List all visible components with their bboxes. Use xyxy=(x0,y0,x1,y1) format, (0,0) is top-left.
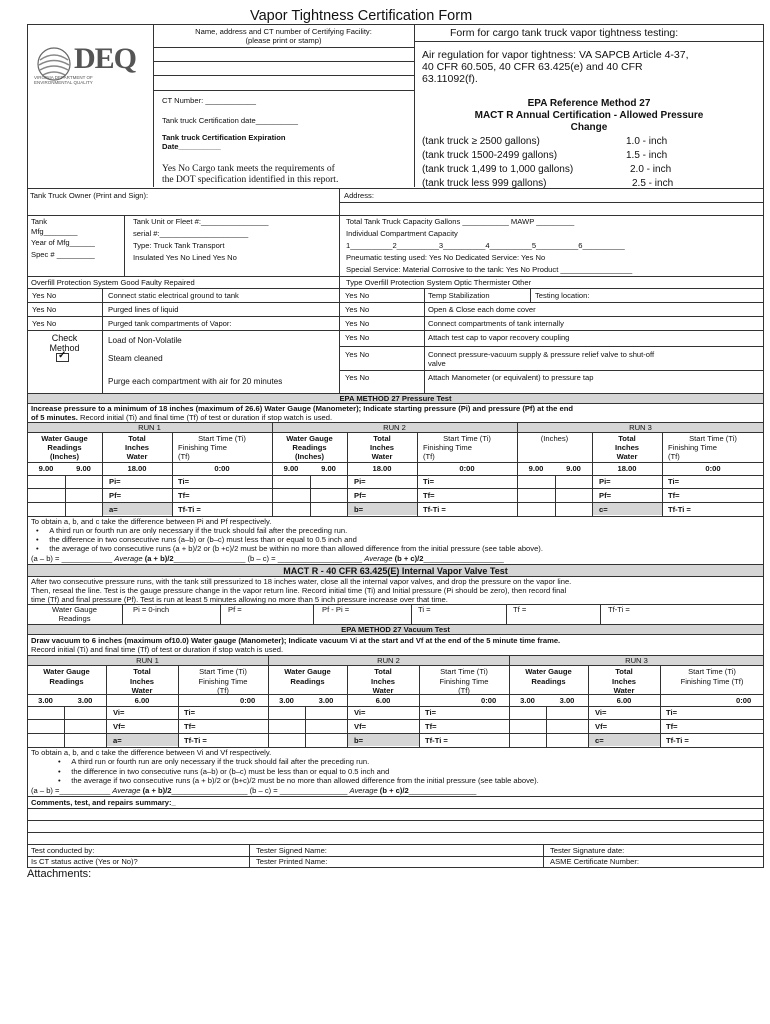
water-gauge-reading: 9.00 xyxy=(283,464,299,473)
method-load-nonvolatile[interactable]: Load of Non-Volatile xyxy=(108,336,182,345)
grid-line xyxy=(27,694,268,695)
col-start-time: Start Time (Ti) xyxy=(198,434,246,443)
tank-mfg-field[interactable]: Mfg________ xyxy=(31,227,78,236)
col-total: Total xyxy=(133,667,151,676)
valve-pf-minus-pi[interactable]: Pf - Pi = xyxy=(322,605,350,614)
col-water: Water xyxy=(131,686,153,695)
pi-field[interactable]: Pi= xyxy=(354,477,366,486)
tester-signed-name[interactable]: Tester Signed Name: xyxy=(256,846,327,855)
check-method-label-2: Method xyxy=(49,343,80,353)
start-time: 0:00 xyxy=(736,696,752,705)
col-inches: Inches xyxy=(614,443,640,452)
capacity-field[interactable]: Total Tank Truck Capacity Gallons ___________ MAWP _________ xyxy=(346,217,575,226)
water-gauge-reading: 3.00 xyxy=(77,696,93,705)
water-gauge-reading: 9.00 xyxy=(76,464,91,473)
col-finish-time: Finishing Time xyxy=(198,677,248,686)
water-gauge-reading: 9.00 xyxy=(566,464,581,473)
attach-manometer-check: Attach Manometer (or equivalent) to pressure tap xyxy=(428,373,594,382)
overfill-protection[interactable]: Overfill Protection System Good Faulty Repaired xyxy=(31,278,195,287)
valve-test-header: MACT R - 40 CFR 63.425(E) Internal Vapor Valve Test xyxy=(283,566,508,576)
pneumatic-field[interactable]: Pneumatic testing used: Yes No Dedicated Service: Yes No xyxy=(346,253,546,262)
epa-reference-heading: EPA Reference Method 27 xyxy=(527,98,651,109)
col-finish-time: Finishing Time (Tf) xyxy=(680,677,744,686)
col-finish-time: Finishing Time xyxy=(668,443,717,452)
dome-cover-check: Open & Close each dome cover xyxy=(428,305,536,314)
asme-certificate-number[interactable]: ASME Certificate Number: xyxy=(550,857,640,866)
regulation-line1: Air regulation for vapor tightness: VA SAPCB Article 4-37, xyxy=(422,49,689,61)
tester-printed-name[interactable]: Tester Printed Name: xyxy=(256,857,328,866)
tf-field[interactable]: Tf= xyxy=(184,722,196,731)
ti-field[interactable]: Ti= xyxy=(666,708,678,717)
attachments-label: Attachments: xyxy=(27,868,92,880)
pressure-average-line[interactable]: (a – b) = ____________ Average (a + b)/2_________________ (b – c) = ____________________ Average (b + c)/2___________________ xyxy=(31,554,504,563)
valve-instructions-2: Then, reseal the line. Test is the gauge pressure change in the vapor return line. Record initial time (Ti) and Initial pressure (Pi should be zero), then record final xyxy=(31,586,567,595)
grid-line xyxy=(27,475,272,476)
col-finish-time: Finishing Time xyxy=(439,677,489,686)
col-tf: (Tf) xyxy=(423,452,435,461)
valve-pi[interactable]: Pi = 0-inch xyxy=(133,605,170,614)
pressure-instructions: Increase pressure to a minimum of 18 inches (maximum of 26.6) Water Gauge (Manometer); Indicate starting pressure (Pi) and pressure (Pf) at the end xyxy=(31,404,573,413)
col-total: Total xyxy=(373,434,391,443)
mact-heading: MACT R Annual Certification - Allowed Pressure xyxy=(474,110,704,121)
col-water-gauge: Water Gauge xyxy=(284,667,331,676)
valve-water-gauge: Water Gauge xyxy=(52,605,97,614)
grid-line xyxy=(65,475,66,516)
vi-field[interactable]: Vi= xyxy=(354,708,366,717)
yes-no-checkbox[interactable]: Yes No xyxy=(345,333,370,342)
col-water-gauge: Water Gauge xyxy=(41,434,88,443)
start-time: 0:00 xyxy=(459,464,475,473)
grid-line xyxy=(662,432,663,516)
diff-field[interactable]: b= xyxy=(354,736,364,745)
vacuum-run-2: RUN 2 xyxy=(377,656,400,665)
ti-field[interactable]: Ti= xyxy=(178,477,190,486)
water-gauge-reading: 3.00 xyxy=(318,696,334,705)
water-gauge-reading: 9.00 xyxy=(321,464,336,473)
pressure-bullet-3: • the average of two consecutive runs (a + b)/2 or (b +c)/2 must be within no more than allowed difference from the initial pressure (see table above). xyxy=(36,544,543,553)
grid-line xyxy=(517,475,764,476)
test-conducted-by[interactable]: Test conducted by: xyxy=(31,846,95,855)
connect-compartments-check: Connect compartments of tank internally xyxy=(428,319,564,328)
col-water: Water xyxy=(613,686,635,695)
compartment-label: Individual Compartment Capacity xyxy=(346,229,458,238)
vi-field[interactable]: Vi= xyxy=(113,708,125,717)
col-water-gauge: Water Gauge xyxy=(286,434,333,443)
grid-line xyxy=(509,719,764,720)
col-total: Total xyxy=(615,667,633,676)
valve-tf-minus-ti[interactable]: Tf-Ti = xyxy=(608,605,630,614)
col-readings: Readings xyxy=(531,677,566,686)
yes-no-checkbox[interactable]: Yes No xyxy=(345,291,370,300)
diff-field[interactable]: a= xyxy=(113,736,122,745)
valve-ti[interactable]: Ti = xyxy=(418,605,431,614)
vacuum-instructions-2: Record initial (Ti) and final time (Tf) of test or duration if stop watch is used. xyxy=(31,645,284,654)
col-start-time: Start Time (Ti) xyxy=(689,434,737,443)
pressure-test-header: EPA METHOD 27 Pressure Test xyxy=(339,394,452,403)
water-gauge-reading: 9.00 xyxy=(528,464,544,473)
ti-field[interactable]: Ti= xyxy=(184,708,196,717)
valve-tf[interactable]: Tf = xyxy=(513,605,527,614)
yes-no-checkbox[interactable]: Yes No xyxy=(345,373,370,382)
grid-line xyxy=(310,475,311,516)
dot-spec-line2: the DOT specification identified in this report. xyxy=(162,175,339,185)
pressure-bullet-2: • the difference in two consecutive runs (a–b) or (b–c) must less than or equal to 0.5 inch and xyxy=(36,535,357,544)
grid-line xyxy=(268,719,509,720)
yes-no-checkbox[interactable]: Yes No xyxy=(345,319,370,328)
unit-fleet-field[interactable]: Tank Unit or Fleet #:________________ xyxy=(133,217,269,226)
col-start-time: Start Time (Ti) xyxy=(688,667,736,676)
grid-line xyxy=(27,488,272,489)
ti-field[interactable]: Ti= xyxy=(423,477,435,486)
comments-label[interactable]: Comments, test, and repairs summary:_ xyxy=(31,798,176,807)
grid-line xyxy=(27,706,268,707)
owner-label[interactable]: Tank Truck Owner (Print and Sign): xyxy=(30,191,149,200)
facility-sublabel: (please print or stamp) xyxy=(245,36,322,45)
pressure-run-3: RUN 3 xyxy=(629,423,652,432)
ct-status-field[interactable]: Is CT status active (Yes or No)? xyxy=(31,857,138,866)
col-inches: Inches xyxy=(369,443,395,452)
grid-line xyxy=(272,462,517,463)
pressure-run-1: RUN 1 xyxy=(138,423,161,432)
total-inches: 6.00 xyxy=(616,696,632,705)
purged-vapor-check: Purged tank compartments of Vapor: xyxy=(108,319,232,328)
valve-instructions-1: After two consecutive pressure runs, with the tank still pressurized to 18 inches water, close all the internal vapor valves, and drop the pressure on the vapor line. xyxy=(31,577,572,586)
grid-line xyxy=(517,488,764,489)
total-inches: 6.00 xyxy=(375,696,391,705)
dot-spec-line1[interactable]: Yes No Cargo tank meets the requirements of xyxy=(162,164,335,174)
grid-line xyxy=(272,475,517,476)
tester-signature-date[interactable]: Tester Signature date: xyxy=(550,846,625,855)
tank-mfg-label[interactable]: Tank xyxy=(31,217,48,226)
grid-line xyxy=(417,432,418,516)
tf-ti-field[interactable]: Tf-Ti = xyxy=(425,736,448,745)
testing-location-field[interactable]: Testing location: xyxy=(535,291,590,300)
vacuum-bullet-2: • the difference in two consecutive runs (a–b) or (b–c) must be less than or equal to 0.5 inch and xyxy=(58,767,390,776)
grid-line xyxy=(509,706,764,707)
yes-no-checkbox[interactable]: Yes No xyxy=(32,319,57,328)
start-time: 0:00 xyxy=(705,464,721,473)
grid-line xyxy=(268,694,509,695)
pi-field[interactable]: Pi= xyxy=(599,477,611,486)
diff-field[interactable]: b= xyxy=(354,505,364,514)
tf-ti-field[interactable]: Tf-Ti = xyxy=(668,505,691,514)
col-finish-time: Finishing Time xyxy=(423,443,472,452)
col-inches: (Inches) xyxy=(540,434,569,443)
col-water: Water xyxy=(372,686,394,695)
regulation-line3: 63.11092(f). xyxy=(422,73,478,85)
vacuum-run-3: RUN 3 xyxy=(625,656,648,665)
vacuum-bullet-1: • A third run or fourth run are only necessary if the truck should fail after the preceding run. xyxy=(58,757,370,766)
valve-pf[interactable]: Pf = xyxy=(228,605,242,614)
pf-field[interactable]: Pf= xyxy=(109,491,122,500)
water-gauge-reading: 3.00 xyxy=(520,696,535,705)
col-tf: (Tf) xyxy=(178,452,190,461)
cert-date-field[interactable]: Tank truck Certification date__________ xyxy=(162,116,298,125)
tf-ti-field[interactable]: Tf-Ti = xyxy=(423,505,446,514)
method-purge-air[interactable]: Purge each compartment with air for 20 minutes xyxy=(108,377,283,386)
attach-cap-check: Attach test cap to vapor recovery coupling xyxy=(428,333,570,342)
address-label[interactable]: Address: xyxy=(344,191,374,200)
pf-field[interactable]: Pf= xyxy=(599,491,612,500)
grid-line xyxy=(509,694,764,695)
pressure-run-2: RUN 2 xyxy=(383,423,406,432)
regulation-line2: 40 CFR 60.505, 40 CFR 63.425(e) and 40 CFR xyxy=(422,61,643,73)
pressure-bullet-1: • A third run or fourth run are only necessary if the truck should fail after the preceding run. xyxy=(36,526,348,535)
col-start-time: Start Time (Ti) xyxy=(443,434,491,443)
col-total: Total xyxy=(128,434,146,443)
vacuum-instructions: Draw vacuum to 6 inches (maximum of10.0) Water gauge (Manometer); Indicate vacuum Vi at the start and Vf at the end of the 5 minute time frame. xyxy=(31,636,561,645)
col-readings: Readings xyxy=(49,677,84,686)
type-checkboxes[interactable]: Type: Truck Tank Transport xyxy=(133,241,225,250)
col-tf: (Tf) xyxy=(217,686,229,695)
vf-field[interactable]: Vf= xyxy=(113,722,126,731)
diff-field[interactable]: a= xyxy=(109,505,118,514)
vacuum-run-1: RUN 1 xyxy=(136,656,159,665)
start-time: 0:00 xyxy=(481,696,497,705)
connect-supply-check: Connect pressure-vacuum supply & pressure relief valve to shut-off xyxy=(428,350,655,359)
col-readings: Readings xyxy=(47,443,82,452)
grid-line xyxy=(268,706,509,707)
start-time: 0:00 xyxy=(214,464,230,473)
grid-line xyxy=(305,706,306,747)
tf-field[interactable]: Tf= xyxy=(668,491,680,500)
grid-line xyxy=(27,462,272,463)
valve-readings: Readings xyxy=(58,614,91,623)
temp-stabilization: Temp Stabilization xyxy=(428,291,490,300)
col-readings: Readings xyxy=(290,677,325,686)
col-water-gauge: Water Gauge xyxy=(525,667,572,676)
col-water: Water xyxy=(371,452,393,461)
col-water: Water xyxy=(126,452,148,461)
serial-field[interactable]: serial #:_____________________ xyxy=(133,229,249,238)
tf-field[interactable]: Tf= xyxy=(425,722,437,731)
grid-line xyxy=(272,488,517,489)
yes-no-checkbox[interactable]: Yes No xyxy=(32,305,57,314)
col-inches: (Inches) xyxy=(294,452,325,461)
grid-line xyxy=(555,475,556,516)
col-water: Water xyxy=(616,452,638,461)
total-inches: 18.00 xyxy=(127,464,147,473)
grid-line xyxy=(172,432,173,516)
pressure-note: To obtain a, b, and c take the difference between Pi and Pf respectively. xyxy=(31,517,272,526)
vi-field[interactable]: Vi= xyxy=(595,708,607,717)
start-time: 0:00 xyxy=(240,696,256,705)
yes-no-checkbox[interactable]: Yes No xyxy=(345,305,370,314)
grid-line xyxy=(546,706,547,747)
tf-field[interactable]: Tf= xyxy=(666,722,678,731)
yes-no-checkbox[interactable]: Yes No xyxy=(32,291,57,300)
ct-number-field[interactable]: CT Number: ____________ xyxy=(162,96,257,105)
vacuum-note: To obtain a, b, and c take the difference between Vi and Vf respectively. xyxy=(31,748,272,757)
expiration-date-field[interactable]: Date__________ xyxy=(162,142,221,151)
col-start-time: Start Time (Ti) xyxy=(199,667,247,676)
vf-field[interactable]: Vf= xyxy=(595,722,608,731)
pf-field[interactable]: Pf= xyxy=(354,491,367,500)
expiration-label: Tank truck Certification Expiration xyxy=(162,133,286,142)
grid-line xyxy=(64,706,65,747)
total-inches: 18.00 xyxy=(372,464,392,473)
col-total: Total xyxy=(374,667,392,676)
form-for-label: Form for cargo tank truck vapor tightness testing: xyxy=(450,27,679,39)
tf-ti-field[interactable]: Tf-Ti = xyxy=(178,505,201,514)
col-readings: Readings xyxy=(292,443,327,452)
col-start-time: Start Time (Ti) xyxy=(440,667,488,676)
col-finish-time: Finishing Time xyxy=(178,443,227,452)
total-inches: 18.00 xyxy=(617,464,637,473)
tf-field[interactable]: Tf= xyxy=(178,491,190,500)
deq-logo: DEQ VIRGINIA DEPARTMENT OF ENVIRONMENTAL QUALITY xyxy=(34,42,137,85)
spec-field[interactable]: Spec # _________ xyxy=(31,250,95,259)
col-inches: Inches xyxy=(611,677,637,686)
diff-field[interactable]: c= xyxy=(595,736,604,745)
valve-instructions-3: time (Tf) and final pressure (Pf). Test is run at least 5 minutes allowing no more than 5 inch pressure increase over that time. xyxy=(31,595,448,604)
purged-lines-check: Purged lines of liquid xyxy=(108,305,179,314)
facility-label: Name, address and CT number of Certifying Facility: xyxy=(195,27,372,36)
type-overfill-protection[interactable]: Type Overfill Protection System Optic Thermister Other xyxy=(346,278,532,287)
pi-field[interactable]: Pi= xyxy=(109,477,121,486)
vacuum-bullet-3: • the average if two consecutive runs (a + b)/2 or (b+c)/2 must be no more than allowed difference from the initial pressure (see table above). xyxy=(58,776,539,785)
water-gauge-reading: 3.00 xyxy=(279,696,294,705)
tf-ti-field[interactable]: Tf-Ti = xyxy=(666,736,689,745)
diff-field[interactable]: c= xyxy=(599,505,608,514)
grid-line xyxy=(517,462,764,463)
pressure-instructions-2: of 5 minutes. Record initial (Ti) and final time (Tf) of test or duration if stop watch is used. xyxy=(31,413,333,422)
grid-line xyxy=(27,719,268,720)
ti-field[interactable]: Ti= xyxy=(668,477,680,486)
vacuum-test-header: EPA METHOD 27 Vacuum Test xyxy=(341,625,450,634)
check-method-label: Check xyxy=(51,333,78,343)
col-tf: (Tf) xyxy=(458,686,470,695)
tf-field[interactable]: Tf= xyxy=(423,491,435,500)
water-gauge-reading: 9.00 xyxy=(38,464,54,473)
connect-supply-check-2: valve xyxy=(428,359,446,368)
yes-no-checkbox[interactable]: Yes No xyxy=(345,350,370,359)
page-title: Vapor Tightness Certification Form xyxy=(250,8,473,24)
compartment-fields[interactable]: 1__________2__________3__________4__________5__________6__________ xyxy=(346,241,625,250)
col-inches: Inches xyxy=(370,677,396,686)
ti-field[interactable]: Ti= xyxy=(425,708,437,717)
method-steam-cleaned[interactable]: Steam cleaned xyxy=(108,354,163,363)
col-tf: (Tf) xyxy=(668,452,680,461)
vacuum-average-line[interactable]: (a – b) =____________ Average (a + b)/2__________________ (b – c) = ________________ Average (b + c)/2________________ xyxy=(31,786,477,795)
special-service-field[interactable]: Special Service: Material Corrosive to the tank: Yes No Product _________________ xyxy=(346,265,633,274)
ground-check: Connect static electrical ground to tank xyxy=(108,291,239,300)
insulated-lined[interactable]: Insulated Yes No Lined Yes No xyxy=(133,253,237,262)
total-inches: 6.00 xyxy=(134,696,150,705)
col-inches: (Inches) xyxy=(49,452,80,461)
year-mfg-field[interactable]: Year of Mfg______ xyxy=(31,238,95,247)
col-inches: Inches xyxy=(124,443,150,452)
mact-heading-2: Change xyxy=(570,122,608,133)
col-total: Total xyxy=(618,434,636,443)
col-inches: Inches xyxy=(129,677,155,686)
tf-ti-field[interactable]: Tf-Ti = xyxy=(184,736,207,745)
col-water-gauge: Water Gauge xyxy=(43,667,90,676)
vf-field[interactable]: Vf= xyxy=(354,722,367,731)
water-gauge-reading: 3.00 xyxy=(559,696,575,705)
water-gauge-reading: 3.00 xyxy=(38,696,53,705)
check-mark-icon: ✓ xyxy=(58,350,67,361)
